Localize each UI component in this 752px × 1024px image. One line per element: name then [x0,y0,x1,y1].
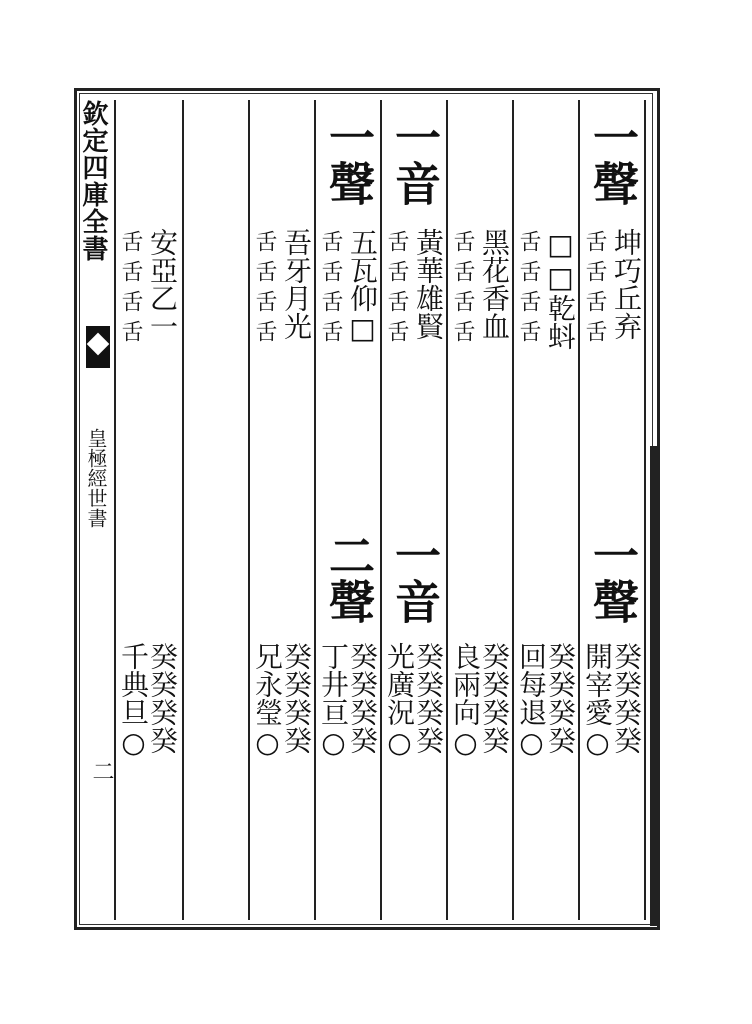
column-rule [314,100,316,920]
tone-marks: 舌舌舌舌 [252,230,277,350]
tone-marks: 癸癸癸癸 [346,642,379,754]
tone-marks: 癸癸癸癸 [280,642,313,754]
phonetic-chars: 吾牙月光 [280,228,313,340]
margin-book-title: 皇極經世書 [84,428,108,528]
phonetic-chars: 坤巧丘弃 [610,228,643,340]
edge-shadow [650,446,660,926]
phonetic-chars: 黑花香血 [478,228,511,340]
tone-marks: 癸癸癸癸 [412,642,445,754]
column-rule [446,100,448,920]
phonetic-chars: 光廣況○ [383,642,416,759]
heading-sheng: 一聲 [322,114,376,206]
folio-number: 二 [89,760,114,782]
phonetic-chars: 五瓦仰□ [346,228,379,345]
column-rule [578,100,580,920]
heading-yin: 一音 [388,114,442,206]
tone-marks: 癸癸癸癸 [610,642,643,754]
column-rule [380,100,382,920]
tone-marks: 舌舌舌舌 [516,230,541,350]
tone-marks: 舌舌舌舌 [450,230,475,350]
column-rule [182,100,184,920]
tone-marks: 舌舌舌舌 [318,230,343,350]
phonetic-chars: 兄永瑩○ [251,642,284,759]
column-rule [512,100,514,920]
tone-marks: 舌舌舌舌 [384,230,409,350]
phonetic-chars: 開宰愛○ [581,642,614,759]
tone-marks: 舌舌舌舌 [118,230,143,350]
heading-sheng: 二聲 [322,532,376,624]
phonetic-chars: 丁井亘○ [317,642,350,759]
phonetic-chars: 黃華雄賢 [412,228,445,340]
phonetic-chars: □□乾蚪 [544,228,577,350]
column-rule [114,100,116,920]
column-rule [248,100,250,920]
phonetic-chars: 良兩向○ [449,642,482,759]
tone-marks: 癸癸癸癸 [478,642,511,754]
column-rule [644,100,646,920]
margin-title: 欽定四庫全書 [78,100,108,262]
phonetic-chars: 回每退○ [515,642,548,759]
tone-marks: 癸癸癸癸 [544,642,577,754]
heading-sheng: 一聲 [586,114,640,206]
phonetic-chars: 千典旦○ [117,642,150,759]
fish-tail-mark [86,326,110,368]
phonetic-chars: 安亞乙一 [146,228,179,340]
heading-sheng: 一聲 [586,532,640,624]
tone-marks: 舌舌舌舌 [582,230,607,350]
heading-yin: 一音 [388,532,442,624]
inner-border [79,93,653,925]
tone-marks: 癸癸癸癸 [146,642,179,754]
